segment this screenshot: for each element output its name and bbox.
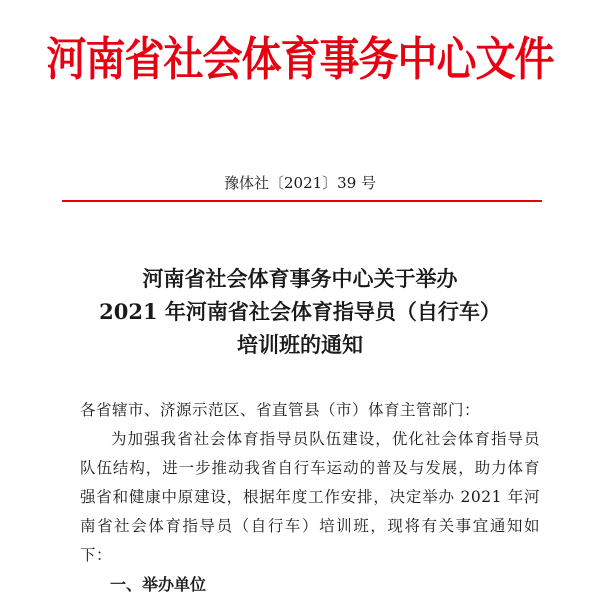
header-divider-line xyxy=(62,200,542,202)
notice-title-line-2: 2021 年河南省社会体育指导员（自行车） xyxy=(99,299,501,324)
notice-body xyxy=(80,396,540,570)
notice-title-line-1: 河南省社会体育事务中心关于举办 xyxy=(142,266,458,291)
body-paragraph: 为加强我省社会体育指导员队伍建设，优化社会体育指导员队伍结构，进一步推动我省自行车运动的普及与发展，助力体育强省和健康中原建设，根据年度工作安排，决定举办 2021 年河南省社会体育指导员（自行车）培训班，现将有关事宜通知如下： xyxy=(80,430,540,564)
document-number: 豫体社〔2021〕39 号 xyxy=(223,174,377,192)
notice-title-line-3: 培训班的通知 xyxy=(237,332,363,357)
section-heading-organizer: 一、举办单位 xyxy=(110,575,207,594)
document-header-title: 河南省社会体育事务中心文件 xyxy=(46,32,554,87)
notice-title xyxy=(0,262,600,361)
salutation: 各省辖市、济源示范区、省直管县（市）体育主管部门： xyxy=(80,401,481,419)
